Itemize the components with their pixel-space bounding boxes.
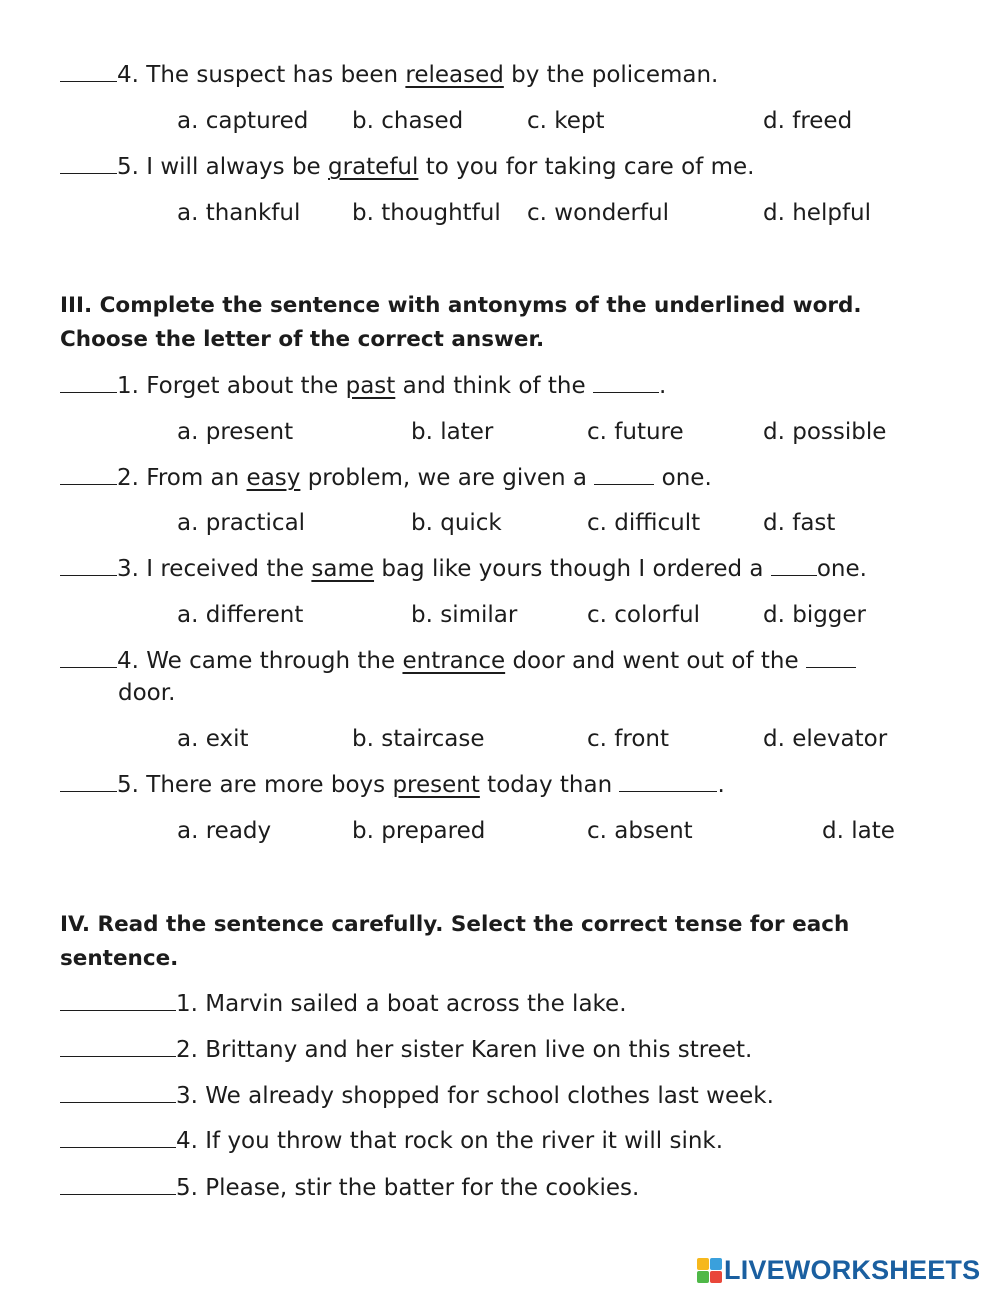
choice-d[interactable]: d. fast (763, 510, 836, 536)
choice-b[interactable]: b. later (411, 419, 494, 445)
choice-a[interactable]: a. thankful (177, 200, 301, 226)
choice-a[interactable]: a. exit (177, 726, 249, 752)
fill-blank[interactable] (594, 484, 654, 485)
answer-blank[interactable] (60, 173, 117, 174)
answer-blank[interactable] (60, 81, 117, 82)
answer-blank[interactable] (60, 791, 117, 792)
underlined-word: entrance (402, 648, 506, 674)
question-3-5: 5. There are more boys present today than . (60, 770, 725, 800)
choice-a[interactable]: a. ready (177, 818, 272, 844)
choice-b[interactable]: b. similar (411, 602, 518, 628)
answer-blank[interactable] (60, 1010, 176, 1011)
choice-c[interactable]: c. front (587, 726, 669, 752)
answer-blank[interactable] (60, 484, 117, 485)
choice-d[interactable]: d. freed (763, 108, 853, 134)
choice-d[interactable]: d. possible (763, 419, 887, 445)
logo-blocks-icon (697, 1258, 722, 1283)
fill-blank[interactable] (806, 667, 856, 668)
question-3-4: 4. We came through the entrance door and went out of the (60, 646, 856, 676)
liveworksheets-logo (697, 1255, 980, 1286)
question-2-5: 5. I will always be grateful to you for taking care of me. (60, 152, 754, 182)
question-4-1: 1. Marvin sailed a boat across the lake. (60, 989, 627, 1019)
choice-b[interactable]: b. prepared (352, 818, 486, 844)
underlined-word: past (345, 373, 396, 399)
question-2-4: 4. The suspect has been released by the policeman. (60, 60, 718, 90)
question-3-1: 1. Forget about the past and think of the . (60, 371, 666, 401)
choice-c[interactable]: c. colorful (587, 602, 700, 628)
underlined-word: released (405, 62, 504, 88)
question-3-2: 2. From an easy problem, we are given a one. (60, 463, 712, 493)
answer-blank[interactable] (60, 575, 117, 576)
section-3-heading: III. Complete the sentence with antonyms of the underlined word. Choose the letter of the correct answer. (60, 293, 862, 352)
underlined-word: grateful (328, 154, 419, 180)
choice-a[interactable]: a. present (177, 419, 294, 445)
answer-blank[interactable] (60, 667, 117, 668)
question-3-4-continuation: door. (118, 680, 176, 706)
question-3-3: 3. I received the same bag like yours though I ordered a one. (60, 554, 867, 584)
fill-blank[interactable] (593, 392, 659, 393)
choice-b[interactable]: b. staircase (352, 726, 485, 752)
fill-blank[interactable] (771, 575, 817, 576)
question-4-5: 5. Please, stir the batter for the cookies. (60, 1173, 639, 1203)
section-4-heading: IV. Read the sentence carefully. Select the correct tense for each sentence. (60, 912, 850, 971)
answer-blank[interactable] (60, 1056, 176, 1057)
choice-b[interactable]: b. thoughtful (352, 200, 501, 226)
choice-c[interactable]: c. absent (587, 818, 693, 844)
answer-blank[interactable] (60, 1102, 176, 1103)
underlined-word: same (311, 556, 375, 582)
choice-c[interactable]: c. future (587, 419, 684, 445)
underlined-word: easy (246, 465, 301, 491)
question-4-4: 4. If you throw that rock on the river it will sink. (60, 1126, 723, 1156)
answer-blank[interactable] (60, 392, 117, 393)
choice-a[interactable]: a. practical (177, 510, 306, 536)
choice-c[interactable]: c. difficult (587, 510, 701, 536)
underlined-word: present (392, 772, 480, 798)
logo-text: LIVEWORKSHEETS (724, 1255, 981, 1285)
question-4-2: 2. Brittany and her sister Karen live on this street. (60, 1035, 752, 1065)
choice-c[interactable]: c. kept (527, 108, 605, 134)
question-4-3: 3. We already shopped for school clothes last week. (60, 1081, 774, 1111)
answer-blank[interactable] (60, 1194, 176, 1195)
choice-d[interactable]: d. helpful (763, 200, 872, 226)
choice-b[interactable]: b. chased (352, 108, 464, 134)
choice-c[interactable]: c. wonderful (527, 200, 669, 226)
choice-d[interactable]: d. bigger (763, 602, 867, 628)
answer-blank[interactable] (60, 1147, 176, 1148)
choice-b[interactable]: b. quick (411, 510, 502, 536)
choice-d[interactable]: d. late (822, 818, 895, 844)
choice-d[interactable]: d. elevator (763, 726, 888, 752)
choice-a[interactable]: a. different (177, 602, 304, 628)
choice-a[interactable]: a. captured (177, 108, 309, 134)
fill-blank[interactable] (619, 791, 717, 792)
